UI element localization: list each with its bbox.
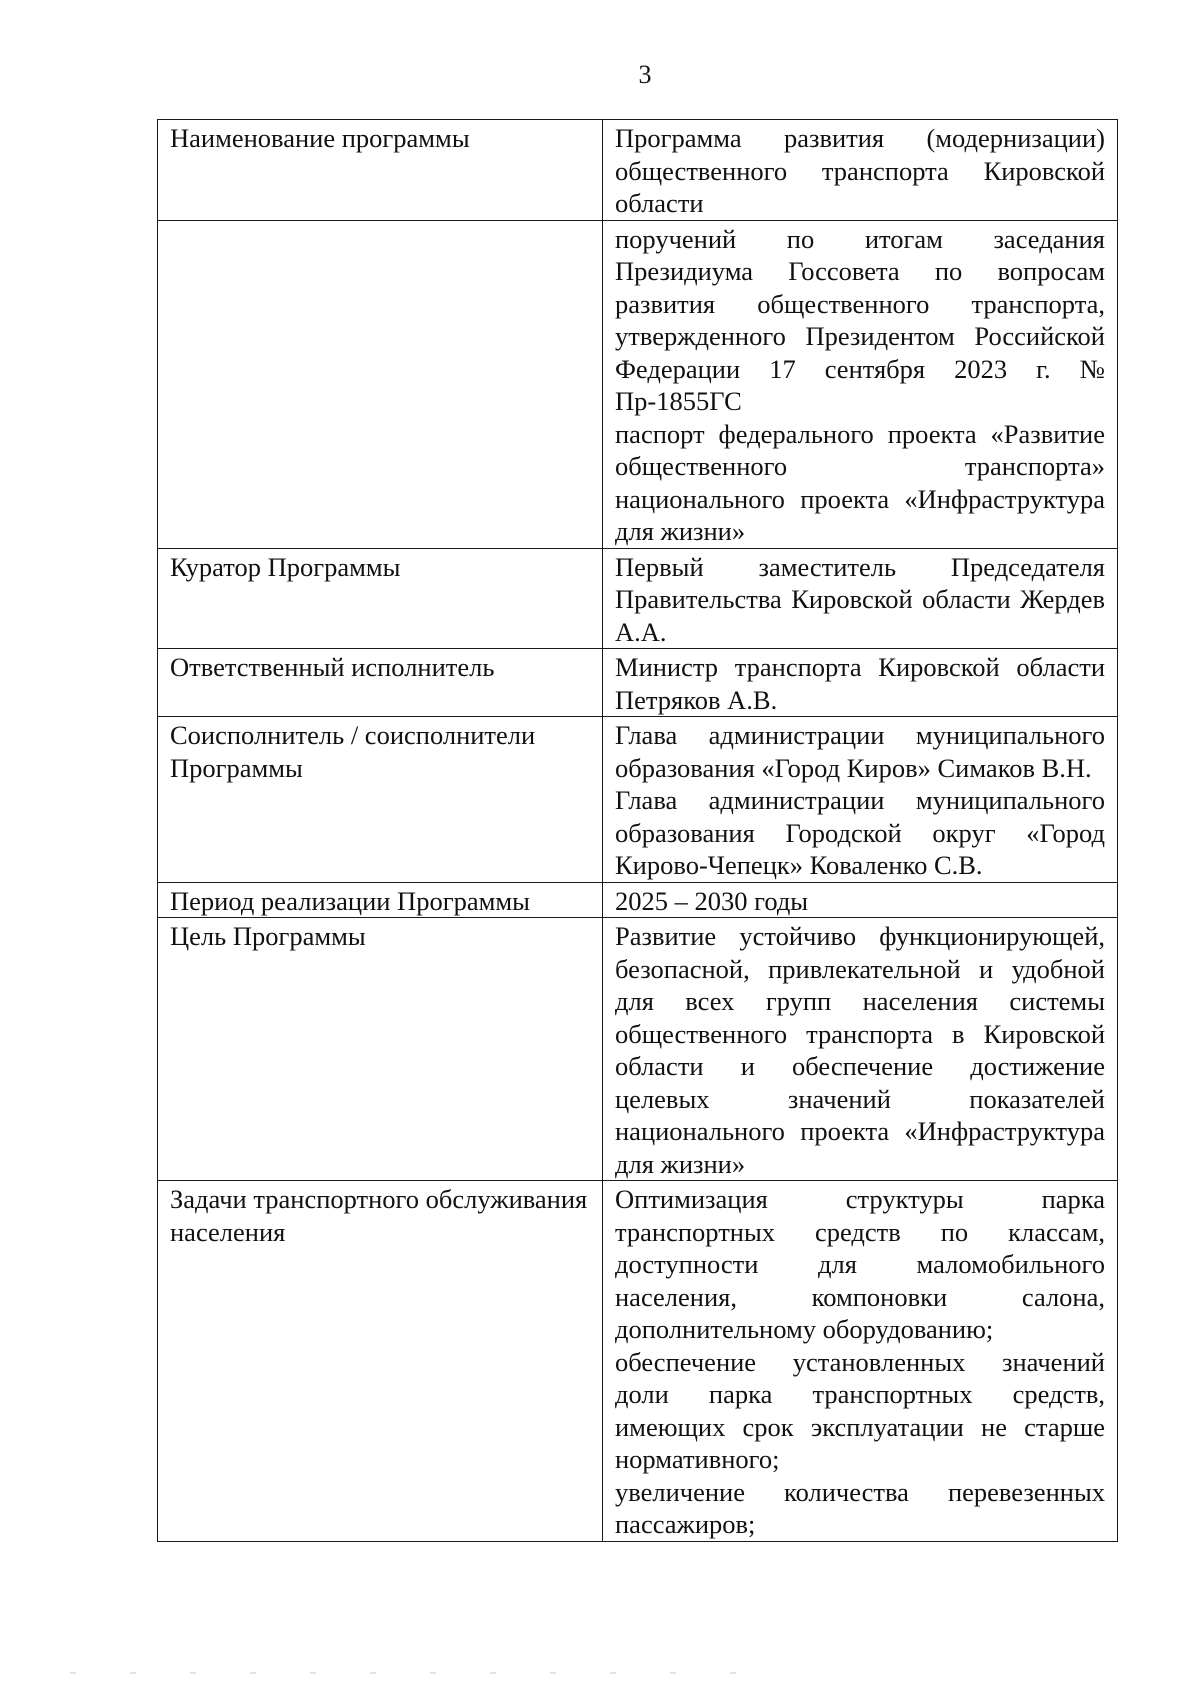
- table-row: [158, 220, 1118, 548]
- page-number: 3: [638, 60, 652, 89]
- value-paragraph: Глава администрации муниципального образования Городской округ «Город Кирово-Чепецк» Коваленко С.В.: [615, 785, 1105, 880]
- value-paragraph: паспорт федерального проекта «Развитие общественного транспорта» национального проекта «Инфраструктура для жизни»: [615, 418, 1105, 546]
- row-value: [603, 1181, 1118, 1542]
- row-value: [603, 717, 1118, 883]
- table-row: [158, 649, 1118, 717]
- value-paragraph: увеличение количества перевезенных пассажиров;: [615, 1476, 1105, 1539]
- row-value: [603, 548, 1118, 649]
- table-row: [158, 882, 1118, 918]
- row-value: [603, 220, 1118, 548]
- row-value: [603, 120, 1118, 221]
- row-value: [603, 918, 1118, 1181]
- scan-artifact: [70, 1672, 770, 1674]
- value-paragraph: обеспечение установленных значений доли парка транспортных средств, имеющих срок эксплуатации не старше нормативного;: [615, 1346, 1105, 1474]
- table-row: [158, 1181, 1118, 1542]
- row-label: Задачи транспортного обслуживания населения: [158, 1181, 603, 1542]
- value-paragraph: Развитие устойчиво функционирующей, безопасной, привлекательной и удобной для всех групп населения системы общественного транспорта в Кировской области и обеспечение достижение целевых значений показателей национального проекта «Инфраструктура для жизни»: [615, 921, 1105, 1179]
- row-label: Цель Программы: [158, 918, 603, 1181]
- value-paragraph: поручений по итогам заседания Президиума Госсовета по вопросам развития общественного транспорта, утвержденного Президентом Российской Федерации 17 сентября 2023 г. № Пр-1855ГС: [615, 223, 1105, 416]
- row-label: Куратор Программы: [158, 548, 603, 649]
- row-value: [603, 649, 1118, 717]
- value-paragraph: 2025 – 2030 годы: [615, 885, 809, 916]
- row-label: [158, 220, 603, 548]
- row-label: Соисполнитель / соисполнители Программы: [158, 717, 603, 883]
- value-paragraph: Программа развития (модернизации) общественного транспорта Кировской области: [615, 123, 1105, 218]
- value-paragraph: Первый заместитель Председателя Правительства Кировской области Жердев А.А.: [615, 551, 1105, 647]
- row-label: Ответственный исполнитель: [158, 649, 603, 717]
- table-row: [158, 918, 1118, 1181]
- table-row: [158, 717, 1118, 883]
- program-passport-table: [157, 119, 1118, 1542]
- table-row: [158, 120, 1118, 221]
- value-paragraph: Оптимизация структуры парка транспортных средств по классам, доступности для маломобильного населения, компоновки салона, дополнительному оборудованию;: [615, 1184, 1105, 1344]
- row-value: [603, 882, 1118, 918]
- value-paragraph: Глава администрации муниципального образования «Город Киров» Симаков В.Н.: [615, 720, 1105, 783]
- row-label: Наименование программы: [158, 120, 603, 221]
- table-row: [158, 548, 1118, 649]
- value-paragraph: Министр транспорта Кировской области Петряков А.В.: [615, 652, 1105, 715]
- row-label: Период реализации Программы: [158, 882, 603, 918]
